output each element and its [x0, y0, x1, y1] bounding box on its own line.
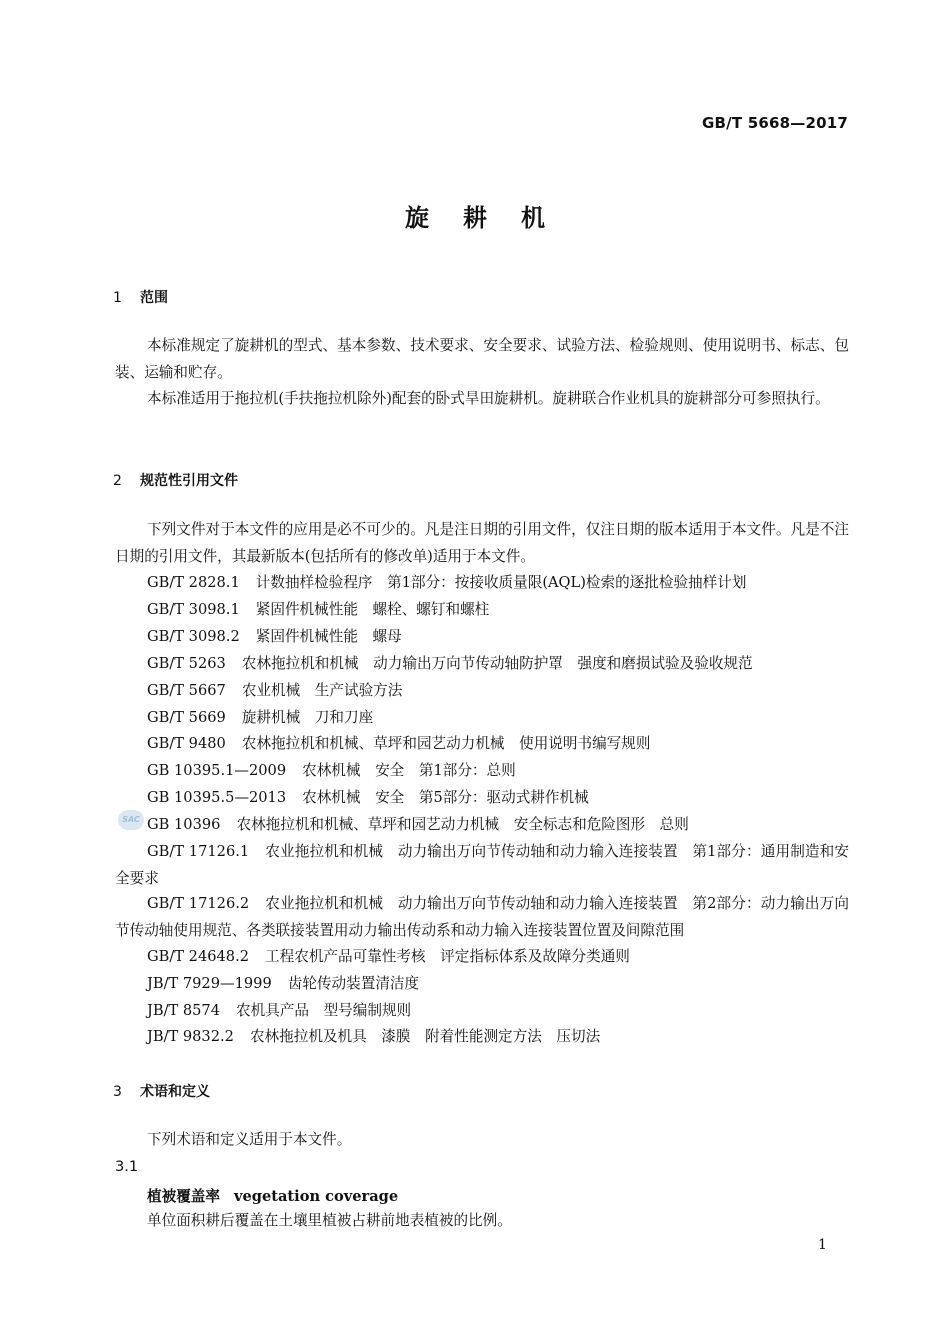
term-number: 3.1 [115, 1158, 139, 1175]
section-number: 3 [113, 1084, 122, 1100]
reference-item [147, 596, 489, 623]
reference-item [147, 757, 516, 784]
reference-title: 农林拖拉机及机具 漆膜 附着性能测定方法 压切法 [249, 1028, 601, 1045]
reference-item [147, 704, 373, 731]
references-intro: 下列文件对于本文件的应用是必不可少的。凡是注日期的引用文件，仅注日期的版本适用于本文件。凡是不注日期的引用文件，其最新版本(包括所有的修改单)适用于本文件。 [115, 521, 849, 565]
section-title: 术语和定义 [140, 1084, 210, 1100]
section-3-heading [113, 1081, 210, 1101]
term-english: vegetation coverage [233, 1188, 399, 1205]
reference-code: GB 10396 [147, 816, 221, 833]
reference-title: 计数抽样检验程序 第1部分：按接收质量限(AQL)检索的逐批检验抽样计划 [255, 574, 747, 591]
reference-code: JB/T 9832.2 [147, 1028, 234, 1045]
reference-title: 农机具产品 型号编制规则 [236, 1002, 412, 1019]
reference-item [115, 838, 849, 892]
reference-title: 农林拖拉机和机械 动力输出万向节传动轴防护罩 强度和磨损试验及验收规范 [241, 655, 753, 672]
reference-code: GB 10395.5—2013 [147, 789, 287, 806]
reference-title: 农林拖拉机和机械、草坪和园艺动力机械 使用说明书编写规则 [241, 735, 651, 752]
reference-item [147, 811, 689, 838]
reference-title: 农业拖拉机和机械 动力输出万向节传动轴和动力输入连接装置 第2部分：动力输出万向节传动轴使用规范、各类联接装置用动力输出传动系和动力输入连接装置位置及间隙范围 [115, 895, 849, 939]
term-entry [147, 1185, 398, 1206]
reference-code: GB/T 5669 [147, 709, 226, 726]
sac-watermark-logo: SAC [118, 810, 144, 830]
reference-item [147, 970, 419, 997]
reference-code: GB/T 9480 [147, 735, 226, 752]
reference-title: 农业拖拉机和机械 动力输出万向节传动轴和动力输入连接装置 第1部分：通用制造和安全要求 [115, 843, 849, 887]
scope-paragraph-2: 本标准适用于拖拉机(手扶拖拉机除外)配套的卧式旱田旋耕机。旋耕联合作业机具的旋耕部分可参照执行。 [147, 390, 830, 407]
term-definition: 单位面积耕后覆盖在土壤里植被占耕前地表植被的比例。 [147, 1212, 512, 1229]
reference-item [147, 730, 650, 757]
reference-title: 紧固件机械性能 螺母 [255, 628, 402, 645]
reference-item [147, 997, 411, 1024]
reference-item [147, 569, 746, 596]
scope-paragraph-1: 本标准规定了旋耕机的型式、基本参数、技术要求、安全要求、试验方法、检验规则、使用说明书、标志、包装、运输和贮存。 [115, 337, 849, 381]
section-number: 2 [113, 473, 122, 489]
reference-code: JB/T 7929—1999 [147, 975, 272, 992]
reference-title: 旋耕机械 刀和刀座 [241, 709, 374, 726]
reference-code: GB/T 5263 [147, 655, 226, 672]
section-1-heading [113, 287, 168, 307]
reference-code: GB/T 2828.1 [147, 574, 240, 591]
reference-item [147, 650, 753, 677]
reference-item [147, 1023, 600, 1050]
section-2-heading [113, 470, 238, 490]
page-number: 1 [818, 1237, 827, 1253]
terms-intro: 下列术语和定义适用于本文件。 [147, 1131, 352, 1148]
reference-item [147, 784, 589, 811]
reference-title: 齿轮传动装置清洁度 [287, 975, 420, 992]
reference-title: 农业机械 生产试验方法 [241, 682, 403, 699]
section-title: 规范性引用文件 [140, 473, 238, 489]
reference-title: 农林机械 安全 第1部分：总则 [302, 762, 516, 779]
reference-title: 农林拖拉机和机械、草坪和园艺动力机械 安全标志和危险图形 总则 [236, 816, 689, 833]
reference-code: GB/T 17126.2 [147, 895, 250, 912]
reference-code: JB/T 8574 [147, 1002, 221, 1019]
reference-item [147, 677, 402, 704]
reference-code: GB/T 3098.2 [147, 628, 240, 645]
section-title: 范围 [140, 290, 168, 306]
reference-code: GB/T 5667 [147, 682, 226, 699]
reference-item [147, 623, 402, 650]
reference-code: GB 10395.1—2009 [147, 762, 287, 779]
reference-item [115, 890, 849, 944]
term-chinese: 植被覆盖率 [147, 1188, 220, 1205]
document-title: 旋耕机 [405, 204, 579, 232]
reference-code: GB/T 3098.1 [147, 601, 240, 618]
reference-title: 工程农机产品可靠性考核 评定指标体系及故障分类通则 [265, 948, 630, 965]
reference-code: GB/T 17126.1 [147, 843, 250, 860]
standard-code: GB/T 5668—2017 [702, 114, 848, 132]
reference-title: 农林机械 安全 第5部分：驱动式耕作机械 [302, 789, 589, 806]
section-number: 1 [113, 290, 122, 306]
reference-item [147, 943, 630, 970]
reference-code: GB/T 24648.2 [147, 948, 250, 965]
reference-title: 紧固件机械性能 螺栓、螺钉和螺柱 [255, 601, 490, 618]
